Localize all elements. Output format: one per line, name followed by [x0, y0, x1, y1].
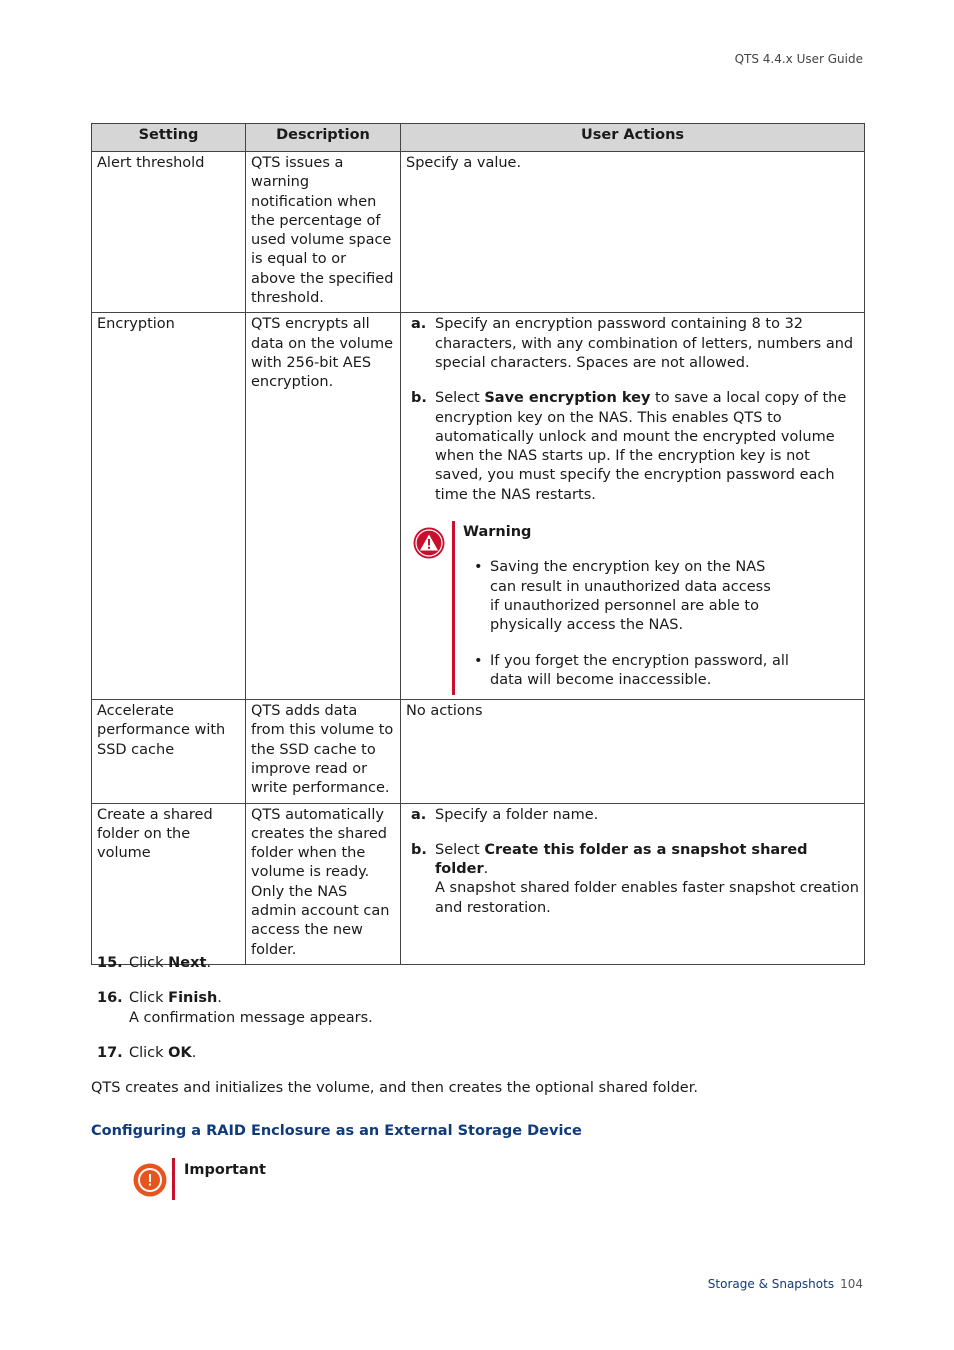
table-row	[92, 313, 865, 700]
warning-content	[463, 523, 859, 690]
warning-bar	[452, 521, 455, 695]
step-text-rest: .	[483, 861, 489, 878]
list-item: • If you forget the encryption password, all data will become inaccessible.	[463, 652, 820, 691]
table-row	[92, 700, 865, 803]
ui-term: Save encryption key	[484, 390, 651, 407]
procedure-step	[91, 989, 864, 1028]
step-label: b.	[411, 841, 427, 858]
page-number: 104	[840, 1277, 863, 1291]
action-cell: No actions	[401, 700, 865, 803]
column-header-description: Description	[246, 124, 401, 152]
step-number: 16.	[97, 990, 123, 1007]
section-heading: Configuring a RAID Enclosure as an External Storage Device	[91, 1123, 582, 1139]
step-label: a.	[411, 316, 427, 333]
table-header-row	[92, 124, 865, 152]
action-step	[406, 315, 859, 373]
action-steps	[406, 315, 859, 505]
important-icon	[133, 1163, 167, 1197]
warning-list	[463, 558, 859, 690]
ui-term: Finish	[168, 990, 218, 1007]
step-text-prefix: Click	[129, 955, 169, 971]
footer-section-link[interactable]: Storage & Snapshots	[707, 1277, 835, 1291]
step-text-rest: to save a local copy of the encryption key on the NAS. This enables QTS to automatically unlock and mount the encrypted volume when the NAS starts up. If the encryption key is not saved, you must specify the encryption password each time the NAS restarts.	[435, 390, 847, 503]
action-steps	[406, 806, 859, 918]
step-text-prefix: Select	[435, 390, 485, 407]
step-text-rest: .	[217, 990, 222, 1007]
step-number: 17.	[97, 1044, 123, 1061]
procedure-step	[91, 954, 864, 973]
step-note: A snapshot shared folder enables faster snapshot creation and restoration.	[435, 880, 859, 916]
ui-term: Create this folder as a snapshot shared folder	[435, 841, 808, 878]
warning-callout	[409, 521, 859, 695]
setting-cell: Accelerate performance with SSD cache	[92, 700, 246, 803]
step-text-rest: .	[191, 1044, 197, 1061]
procedure-step	[91, 1044, 864, 1063]
description-cell: QTS automatically creates the shared folder when the volume is ready. Only the NAS admin account can access the new folder.	[246, 803, 401, 964]
setting-cell: Encryption	[92, 313, 246, 700]
action-cell	[401, 313, 865, 700]
settings-table	[91, 123, 865, 965]
step-note: A confirmation message appears.	[129, 1009, 373, 1026]
warning-icon	[413, 527, 445, 559]
step-text-prefix: Select	[435, 841, 485, 858]
setting-cell: Alert threshold	[92, 152, 246, 313]
step-label: a.	[411, 806, 427, 823]
step-text: Specify a folder name.	[435, 806, 599, 823]
description-cell: QTS adds data from this volume to the SSD cache to improve read or write performance.	[246, 700, 401, 803]
important-title: Important	[184, 1162, 266, 1178]
column-header-setting: Setting	[92, 124, 246, 152]
list-item: • Saving the encryption key on the NAS can result in unauthorized data access if unauthorized personnel are able to physically access the NAS.	[463, 558, 780, 635]
description-cell: QTS issues a warning notification when the percentage of used volume space is equal to or above the specified threshold.	[246, 152, 401, 313]
step-text-prefix: Click	[129, 990, 169, 1007]
step-label: b.	[411, 390, 427, 407]
action-step	[406, 841, 859, 918]
table-row	[92, 803, 865, 964]
step-text: Specify an encryption password containing 8 to 32 characters, with any combination of letters, numbers and special characters. Spaces are not allowed.	[435, 316, 854, 371]
guide-title: QTS 4.4.x User Guide	[734, 52, 863, 66]
ui-term: Next	[168, 955, 207, 971]
action-step	[406, 806, 859, 825]
step-text-prefix: Click	[129, 1044, 169, 1061]
page-footer	[708, 1275, 863, 1294]
ui-term: OK	[168, 1044, 192, 1061]
step-number: 15.	[97, 955, 123, 971]
important-bar	[172, 1158, 175, 1200]
action-step	[406, 389, 859, 505]
warning-title: Warning	[463, 524, 532, 541]
column-header-user-actions: User Actions	[401, 124, 865, 152]
setting-cell: Create a shared folder on the volume	[92, 803, 246, 964]
summary-paragraph: QTS creates and initializes the volume, and then creates the optional shared folder.	[91, 1080, 698, 1096]
procedure-steps	[91, 954, 864, 1079]
table-row	[92, 152, 865, 313]
description-cell: QTS encrypts all data on the volume with 256-bit AES encryption.	[246, 313, 401, 700]
step-text-rest: .	[206, 955, 212, 971]
action-cell: Specify a value.	[401, 152, 865, 313]
action-cell	[401, 803, 865, 964]
